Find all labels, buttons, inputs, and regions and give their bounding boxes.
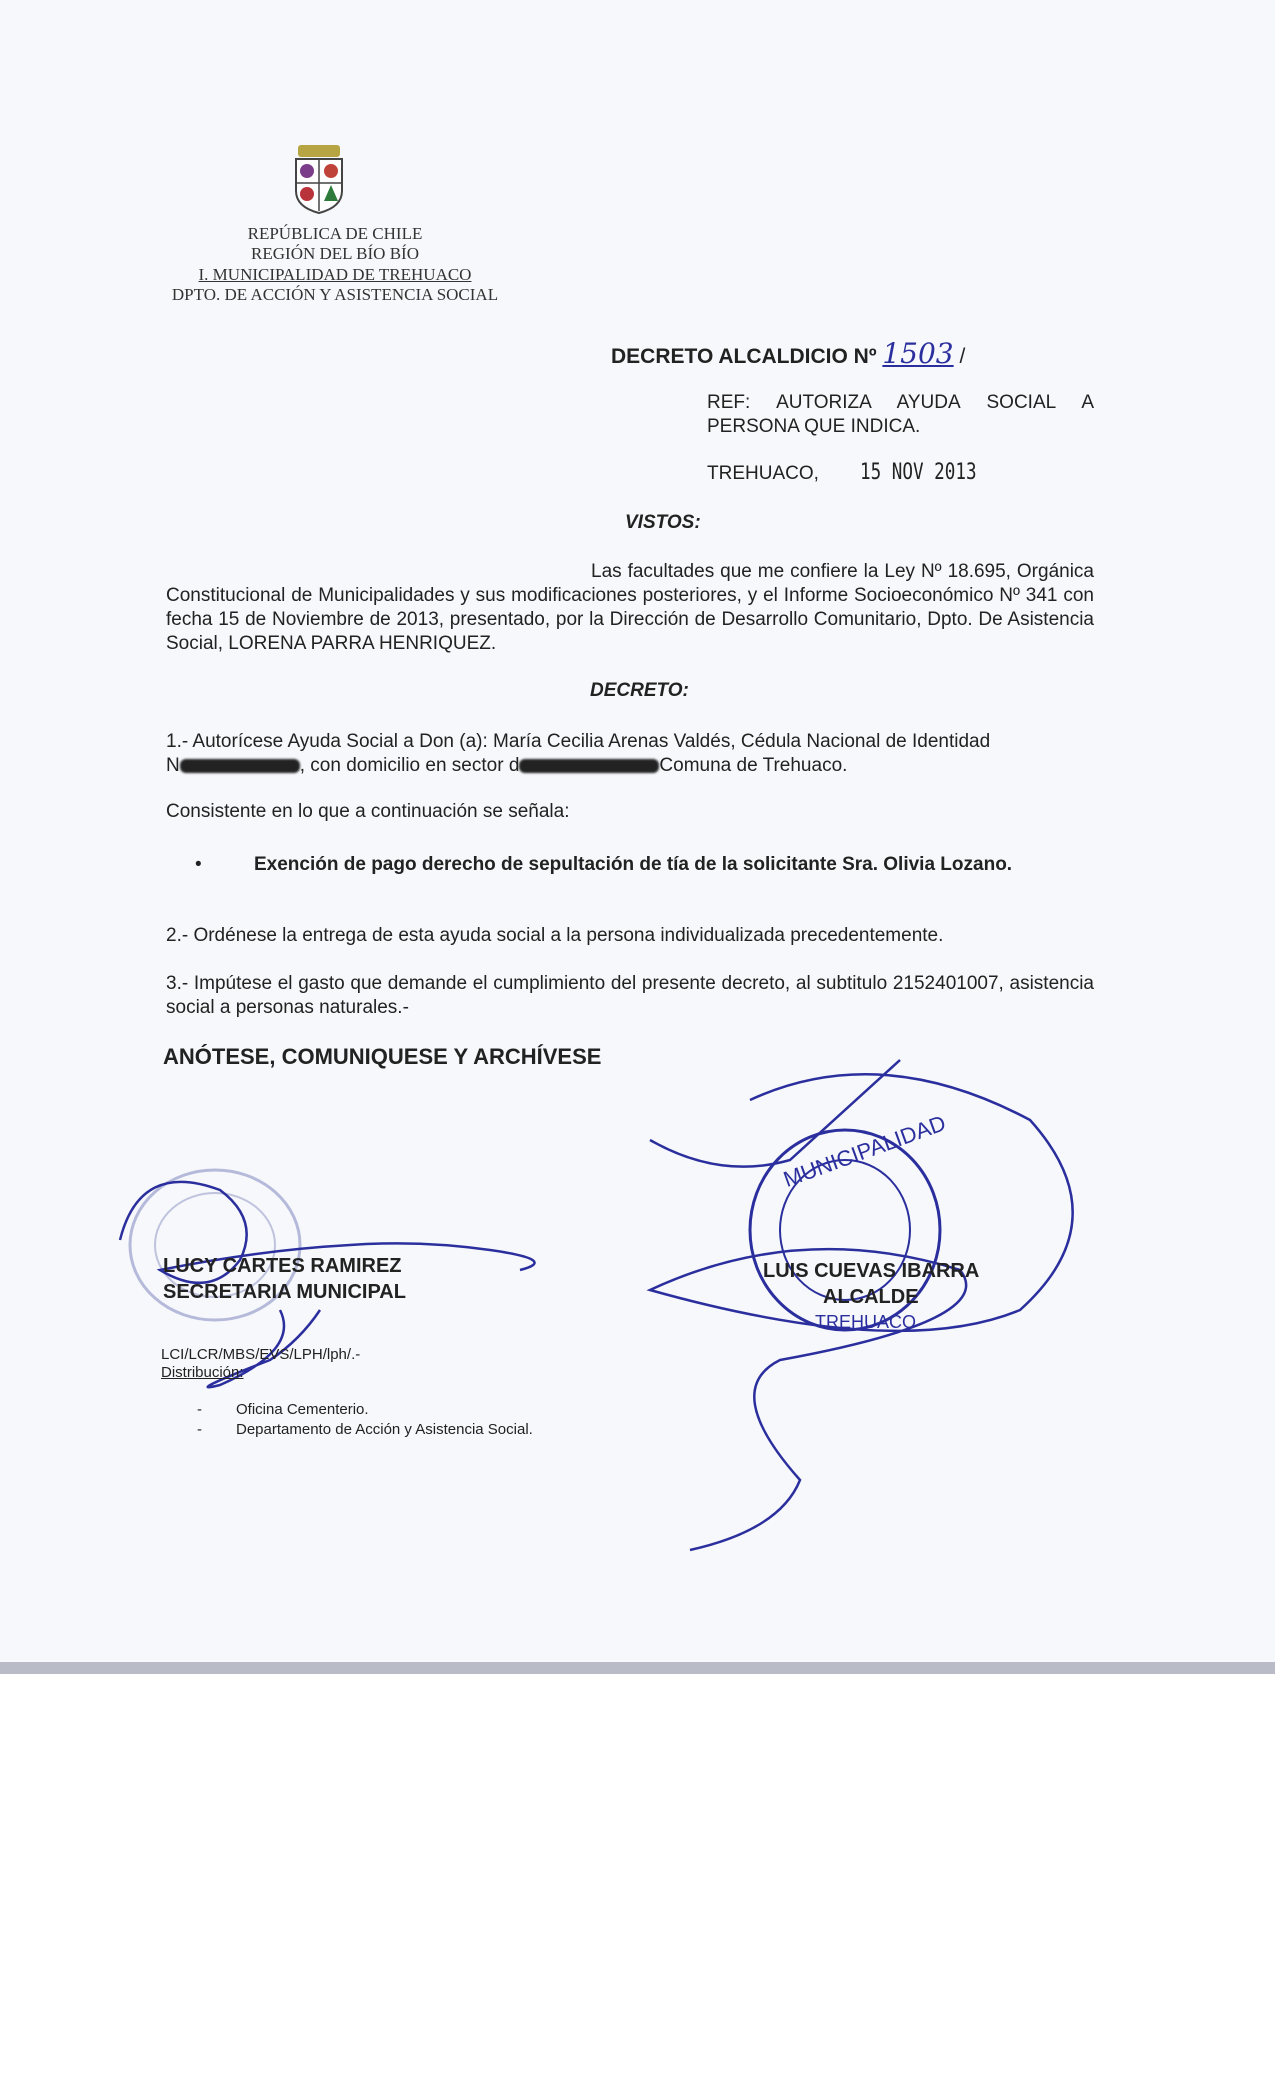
bullet-item: Exención de pago derecho de sepultación de tía de la solicitante Sra. Olivia Lozano. bbox=[254, 854, 1013, 875]
item-1-address: , con domicilio en sector d bbox=[299, 755, 520, 776]
letterhead-country: REPÚBLICA DE CHILE bbox=[247, 224, 423, 243]
secretary-name: LUCY CARTES RAMIREZ bbox=[163, 1255, 402, 1277]
ref-line-2: PERSONA QUE INDICA. bbox=[707, 416, 921, 437]
mayor-signature-icon bbox=[600, 1060, 1120, 1560]
redacted-id bbox=[180, 759, 300, 773]
initials: LCI/LCR/MBS/EVS/LPH/lph/.- bbox=[161, 1346, 361, 1363]
secretary-title: SECRETARIA MUNICIPAL bbox=[163, 1281, 406, 1303]
scan-edge bbox=[0, 1662, 1275, 1674]
item-2: 2.- Ordénese la entrega de esta ayuda social a la persona individualizada precedentemente. bbox=[166, 925, 944, 946]
closing-formula: ANÓTESE, COMUNIQUESE Y ARCHÍVESE bbox=[163, 1044, 602, 1069]
mayor-title: ALCALDE bbox=[823, 1286, 919, 1308]
distribution-item: Oficina Cementerio. bbox=[236, 1401, 369, 1418]
item-3: 3.- Impútese el gasto que demande el cumplimiento del presente decreto, al subtitulo 2152401007, asistencia social a personas naturales.- bbox=[166, 973, 1094, 1018]
decree-title-line bbox=[611, 337, 965, 370]
ref-line-1: REF: AUTORIZA AYUDA SOCIAL A bbox=[707, 392, 1094, 413]
dash-icon: - bbox=[197, 1401, 202, 1418]
decree-suffix: / bbox=[959, 345, 966, 368]
decree-title: DECRETO ALCALDICIO Nº bbox=[611, 345, 877, 368]
decreto-heading: DECRETO: bbox=[590, 680, 689, 701]
place: TREHUACO, bbox=[707, 463, 819, 484]
item-1 bbox=[166, 730, 1094, 778]
svg-text:TREHUACO: TREHUACO bbox=[815, 1312, 917, 1332]
svg-text:MUNICIPALIDAD: MUNICIPALIDAD bbox=[780, 1110, 950, 1192]
distribution-label: Distribución: bbox=[161, 1364, 244, 1381]
letterhead-region: REGIÓN DEL BÍO BÍO bbox=[251, 244, 419, 263]
letterhead-department: DPTO. DE ACCIÓN Y ASISTENCIA SOCIAL bbox=[171, 285, 499, 304]
vistos-paragraph: Las facultades que me confiere la Ley Nº 18.695, Orgánica Constitucional de Municipalidades y sus modificaciones posteriores, y el Informe Socioeconómico Nº 341 con fecha 15 de Noviembre de 2013, presentado, por la Dirección de Desarrollo Comunitario, Dpto. De Asistencia Social, LORENA PARRA HENRIQUEZ. bbox=[166, 561, 1094, 654]
bullet-icon: • bbox=[195, 854, 202, 875]
redacted-sector bbox=[519, 759, 659, 773]
item-1-line-1: 1.- Autorícese Ayuda Social a Don (a): María Cecilia Arenas Valdés, Cédula Nacional de Identidad bbox=[166, 731, 991, 752]
decree-number: 1503 bbox=[882, 337, 954, 370]
municipal-crest-icon bbox=[292, 145, 346, 213]
item-1-commune: Comuna de Trehuaco. bbox=[659, 755, 848, 776]
date-stamp: 15 NOV 2013 bbox=[860, 460, 977, 485]
vistos-heading: VISTOS: bbox=[625, 512, 701, 533]
item-1-prefix: N bbox=[166, 755, 180, 776]
distribution-item: Departamento de Acción y Asistencia Social. bbox=[236, 1421, 533, 1438]
letterhead-municipality: I. MUNICIPALIDAD DE TREHUACO bbox=[198, 265, 472, 284]
dash-icon: - bbox=[197, 1421, 202, 1438]
mayor-name: LUIS CUEVAS IBARRA bbox=[763, 1260, 980, 1282]
consistente-text: Consistente en lo que a continuación se señala: bbox=[166, 801, 570, 822]
